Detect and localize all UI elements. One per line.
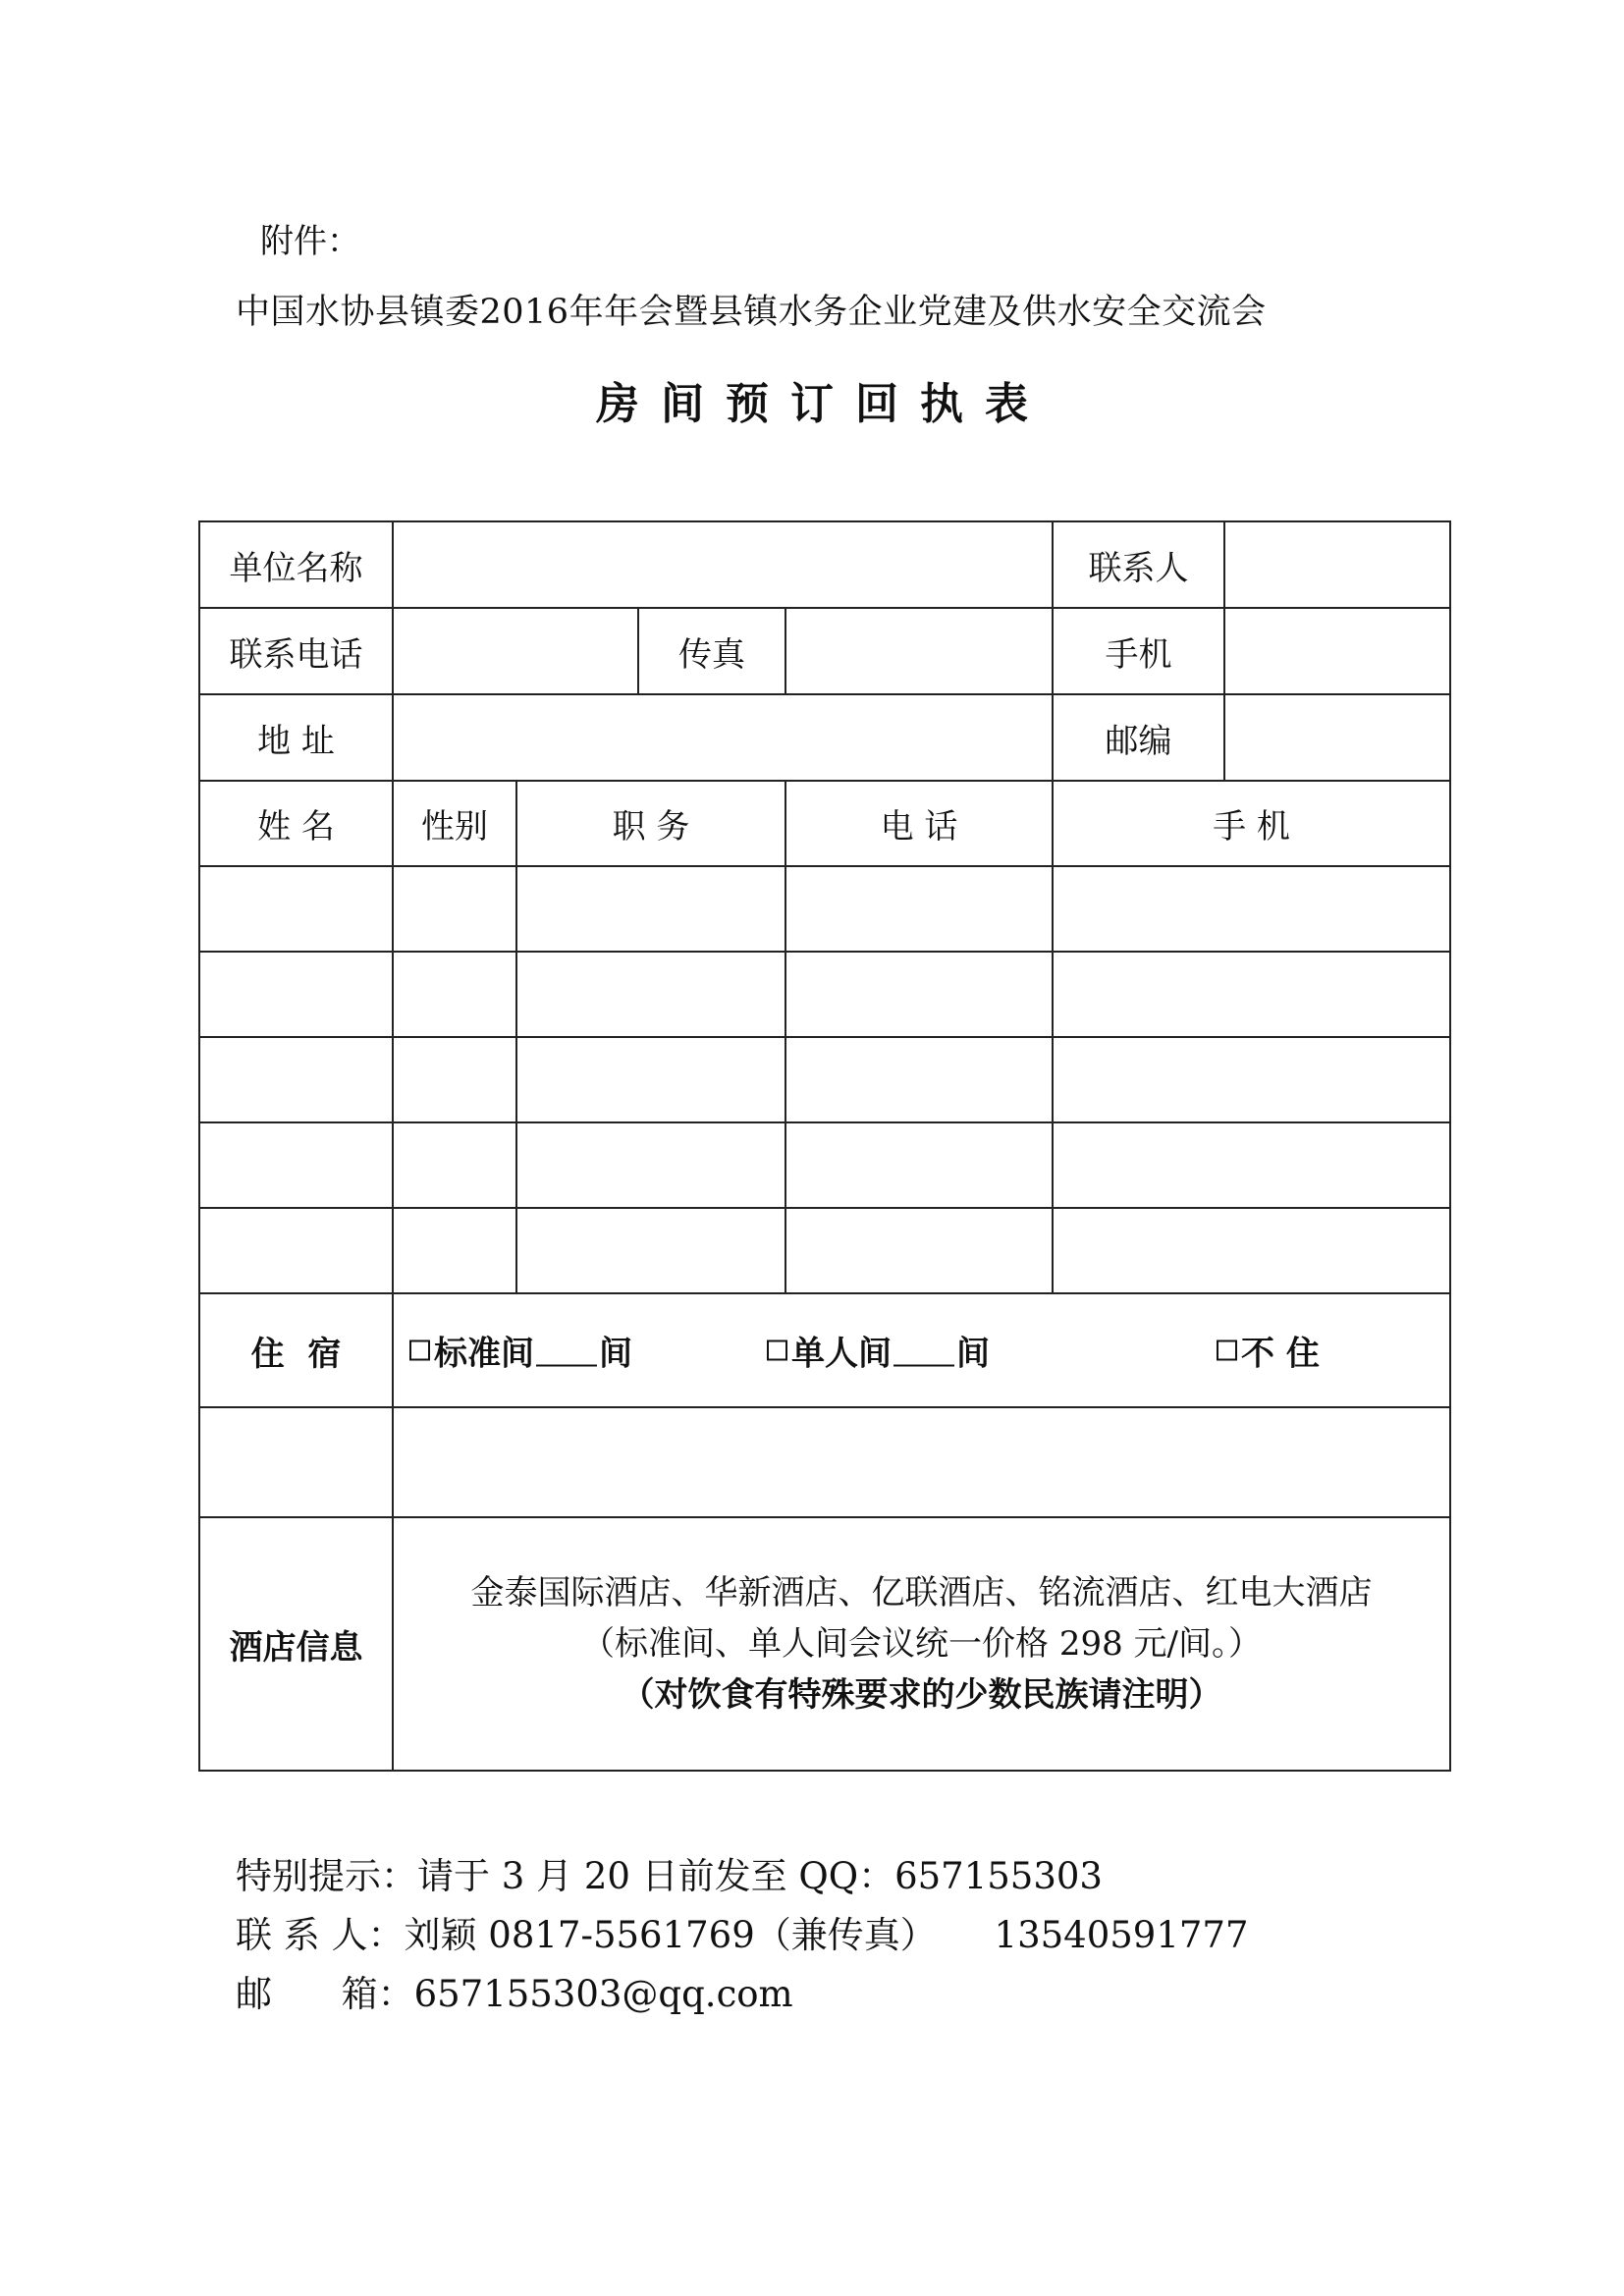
address-label: 地 址 (199, 694, 393, 781)
table-row (199, 866, 1450, 952)
col-phone-header: 电 话 (785, 781, 1053, 866)
mobile-field[interactable] (1224, 608, 1450, 694)
person-name-cell[interactable] (199, 1122, 393, 1208)
person-name-cell[interactable] (199, 1037, 393, 1122)
person-position-cell[interactable] (516, 952, 785, 1037)
person-name-cell[interactable] (199, 1208, 393, 1293)
table-row (199, 1208, 1450, 1293)
table-row (199, 952, 1450, 1037)
not-staying-checkbox[interactable] (1217, 1340, 1237, 1361)
person-mobile-cell[interactable] (1053, 1037, 1450, 1122)
hotel-info-row (199, 1517, 1450, 1771)
person-name-cell[interactable] (199, 866, 393, 952)
person-phone-cell[interactable] (785, 952, 1053, 1037)
not-staying-option[interactable] (1217, 1327, 1320, 1375)
person-gender-cell[interactable] (393, 1037, 516, 1122)
diet-note: （对饮食有特殊要求的少数民族请注明） (621, 1675, 1222, 1715)
row-phone (199, 608, 1450, 694)
col-name-header: 姓 名 (199, 781, 393, 866)
standard-room-count-blank[interactable] (536, 1335, 597, 1366)
conference-title: 中国水协县镇委2016年年会暨县镇水务企业党建及供水安全交流会 (236, 293, 1267, 332)
standard-room-option[interactable] (409, 1327, 632, 1375)
person-phone-cell[interactable] (785, 1208, 1053, 1293)
hotel-list: 金泰国际酒店、华新酒店、亿联酒店、铭流酒店、红电大酒店 (470, 1573, 1373, 1613)
person-mobile-cell[interactable] (1053, 952, 1450, 1037)
person-gender-cell[interactable] (393, 1208, 516, 1293)
address-field[interactable] (393, 694, 1053, 781)
standard-room-unit: 间 (599, 1334, 632, 1374)
person-mobile-cell[interactable] (1053, 1208, 1450, 1293)
person-position-cell[interactable] (516, 1208, 785, 1293)
person-phone-cell[interactable] (785, 866, 1053, 952)
postcode-field[interactable] (1224, 694, 1450, 781)
person-mobile-cell[interactable] (1053, 866, 1450, 952)
email-line: 邮 箱：657155303@qq.com (236, 1973, 793, 2015)
person-gender-cell[interactable] (393, 952, 516, 1037)
unit-name-field[interactable] (393, 521, 1053, 608)
col-position-header: 职 务 (516, 781, 785, 866)
table-row (199, 1122, 1450, 1208)
single-room-option[interactable] (767, 1327, 990, 1375)
accommodation-label: 住 宿 (199, 1293, 393, 1407)
single-room-count-blank[interactable] (893, 1335, 954, 1366)
person-mobile-cell[interactable] (1053, 1122, 1450, 1208)
hotel-price-note: （标准间、单人间会议统一价格 298 元/间。） (581, 1624, 1262, 1664)
special-notice: 特别提示：请于 3 月 20 日前发至 QQ：657155303 (236, 1855, 1103, 1897)
fax-label: 传真 (638, 608, 785, 694)
booking-form-table (198, 520, 1451, 1772)
contact-line: 联 系 人：刘颖 0817-5561769（兼传真） 13540591777 (236, 1914, 1249, 1956)
attachment-label: 附件： (260, 222, 360, 261)
standard-room-label: 标准间 (434, 1334, 534, 1374)
row-address (199, 694, 1450, 781)
contact-person-field[interactable] (1224, 521, 1450, 608)
mobile-label: 手机 (1053, 608, 1224, 694)
accommodation-row (199, 1293, 1450, 1407)
person-gender-cell[interactable] (393, 866, 516, 952)
remarks-label-cell (199, 1407, 393, 1517)
phone-label: 联系电话 (199, 608, 393, 694)
not-staying-label: 不 住 (1241, 1334, 1320, 1374)
person-position-cell[interactable] (516, 1122, 785, 1208)
row-unit (199, 521, 1450, 608)
person-position-cell[interactable] (516, 866, 785, 952)
col-gender-header: 性别 (393, 781, 516, 866)
people-header-row (199, 781, 1450, 866)
single-room-unit: 间 (956, 1334, 990, 1374)
postcode-label: 邮编 (1053, 694, 1224, 781)
remarks-field[interactable] (393, 1407, 1450, 1517)
person-gender-cell[interactable] (393, 1122, 516, 1208)
table-row (199, 1037, 1450, 1122)
form-title: 房间预订回执表 (596, 379, 1050, 429)
accommodation-options (393, 1293, 1450, 1407)
person-position-cell[interactable] (516, 1037, 785, 1122)
standard-room-checkbox[interactable] (409, 1340, 430, 1361)
single-room-checkbox[interactable] (767, 1340, 787, 1361)
unit-name-label: 单位名称 (199, 521, 393, 608)
person-name-cell[interactable] (199, 952, 393, 1037)
col-mobile-header: 手 机 (1053, 781, 1450, 866)
contact-person-label: 联系人 (1053, 521, 1224, 608)
single-room-label: 单人间 (791, 1334, 892, 1374)
person-phone-cell[interactable] (785, 1037, 1053, 1122)
phone-field[interactable] (393, 608, 638, 694)
person-phone-cell[interactable] (785, 1122, 1053, 1208)
hotel-info-cell (393, 1517, 1450, 1771)
remarks-row (199, 1407, 1450, 1517)
hotel-info-label: 酒店信息 (199, 1517, 393, 1771)
fax-field[interactable] (785, 608, 1053, 694)
